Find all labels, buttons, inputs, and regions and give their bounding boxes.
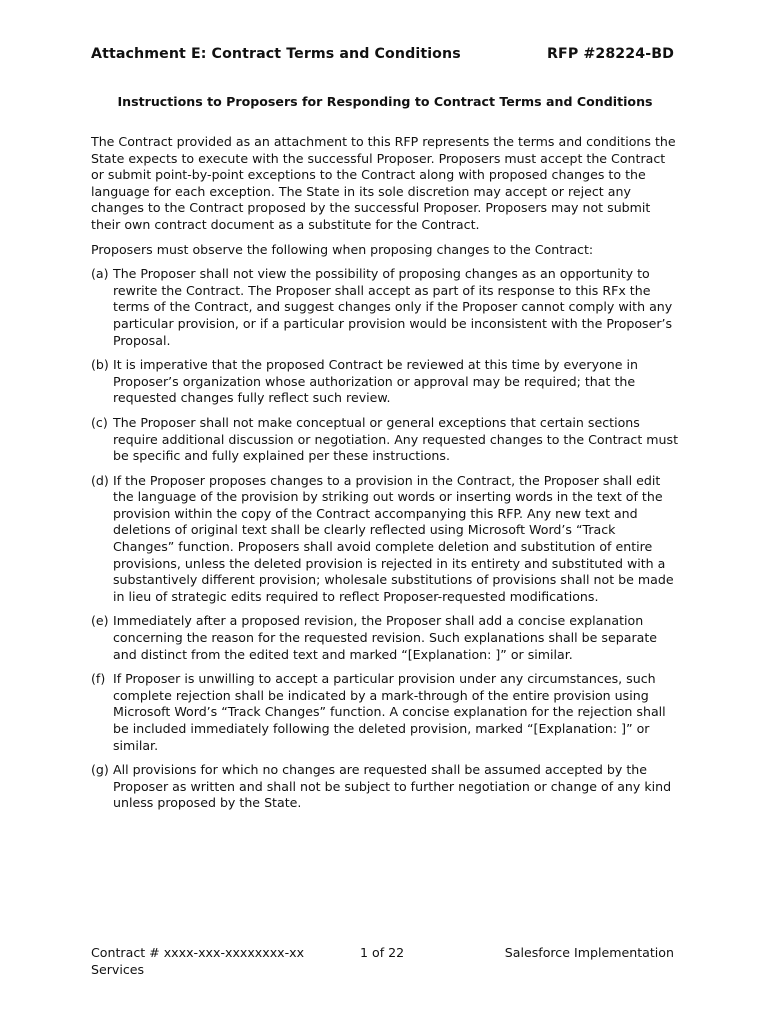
list-item-marker: (e) [91, 613, 109, 629]
header-attachment-title: Attachment E: Contract Terms and Conditions [91, 46, 461, 62]
list-item-marker: (c) [91, 414, 108, 430]
list-item [91, 762, 679, 812]
footer-page-number: 1 of 22 [360, 945, 405, 960]
list-item [91, 266, 679, 349]
list-item-marker: (g) [91, 762, 109, 778]
list-item-text: The Proposer shall not view the possibility of proposing changes as an opportunity to rewrite the Contract. The Proposer shall accept as part of its response to this RFx the terms of the Contract, and suggest changes only if the Proposer cannot comply with any particular provision, or if a particular provision would be inconsistent with the Proposer’s Proposal. [113, 266, 673, 348]
list-item [91, 671, 679, 754]
footer-contract-number: Contract # xxxx-xxx-xxxxxxxx-xx Services [91, 945, 305, 977]
list-item [91, 415, 679, 465]
list-item [91, 357, 679, 407]
intro-paragraph: The Contract provided as an attachment to this RFP represents the terms and conditions the State expects to execute with the successful Proposer. Proposers must accept the Contract or submit point-by-point exceptions to the Contract along with proposed changes to the language for each exception. The State in its sole discretion may accept or reject any changes to the Contract proposed by the successful Proposer. Proposers may not submit their own contract document as a substitute for the Contract. [91, 134, 676, 232]
instruction-list [91, 266, 679, 812]
list-item [91, 613, 679, 663]
page-header [91, 46, 679, 62]
list-item-text: If the Proposer proposes changes to a provision in the Contract, the Proposer shall edit the language of the provision by striking out words or inserting words in the text of the provision within the copy of the Contract accompanying this RFP. Any new text and deletions of original text shall be clearly reflected using Microsoft Word’s “Track Changes” function. Proposers shall avoid complete deletion and substitution of entire provisions, unless the deleted provision is rejected in its entirety and substituted with a substantively different provision; wholesale substitutions of provisions shall not be made in lieu of strategic edits required to reflect Proposer-requested modifications. [113, 472, 674, 604]
list-item-marker: (a) [91, 266, 109, 282]
list-item-text: All provisions for which no changes are requested shall be assumed accepted by the Proposer as written and shall not be subject to further negotiation or change of any kind unless proposed by the State. [113, 762, 672, 811]
footer-implementation: Salesforce Implementation [504, 945, 674, 960]
instructions-lead-paragraph: Proposers must observe the following when proposing changes to the Contract: [91, 241, 594, 257]
list-item-text: Immediately after a proposed revision, the Proposer shall add a concise explanation concerning the reason for the requested revision. Such explanations shall be separate and distinct from the edited text and marked “[Explanation: ]” or similar. [113, 613, 658, 662]
list-item-text: The Proposer shall not make conceptual or general exceptions that certain sections require additional discussion or negotiation. Any requested changes to the Contract must be specific and fully explained per these instructions. [113, 414, 679, 464]
document-body [91, 134, 679, 820]
list-item [91, 473, 679, 606]
list-item-text: It is imperative that the proposed Contract be reviewed at this time by everyone in Proposer’s organization whose authorization or approval may be required; that the requested changes fully reflect such review. [113, 357, 638, 406]
list-item-text: If Proposer is unwilling to accept a particular provision under any circumstances, such complete rejection shall be indicated by a mark-through of the entire provision using Microsoft Word’s “Track Changes” function. A concise explanation for the rejection shall be included immediately following the deleted provision, marked “[Explanation: ]” or similar. [113, 671, 666, 753]
list-item-marker: (b) [91, 357, 109, 373]
document-title: Instructions to Proposers for Responding to Contract Terms and Conditions [117, 94, 653, 109]
list-item-marker: (f) [91, 671, 106, 687]
list-item-marker: (d) [91, 472, 109, 488]
document-page [91, 0, 679, 1024]
header-rfp-number: RFP #28224-BD [547, 46, 674, 62]
